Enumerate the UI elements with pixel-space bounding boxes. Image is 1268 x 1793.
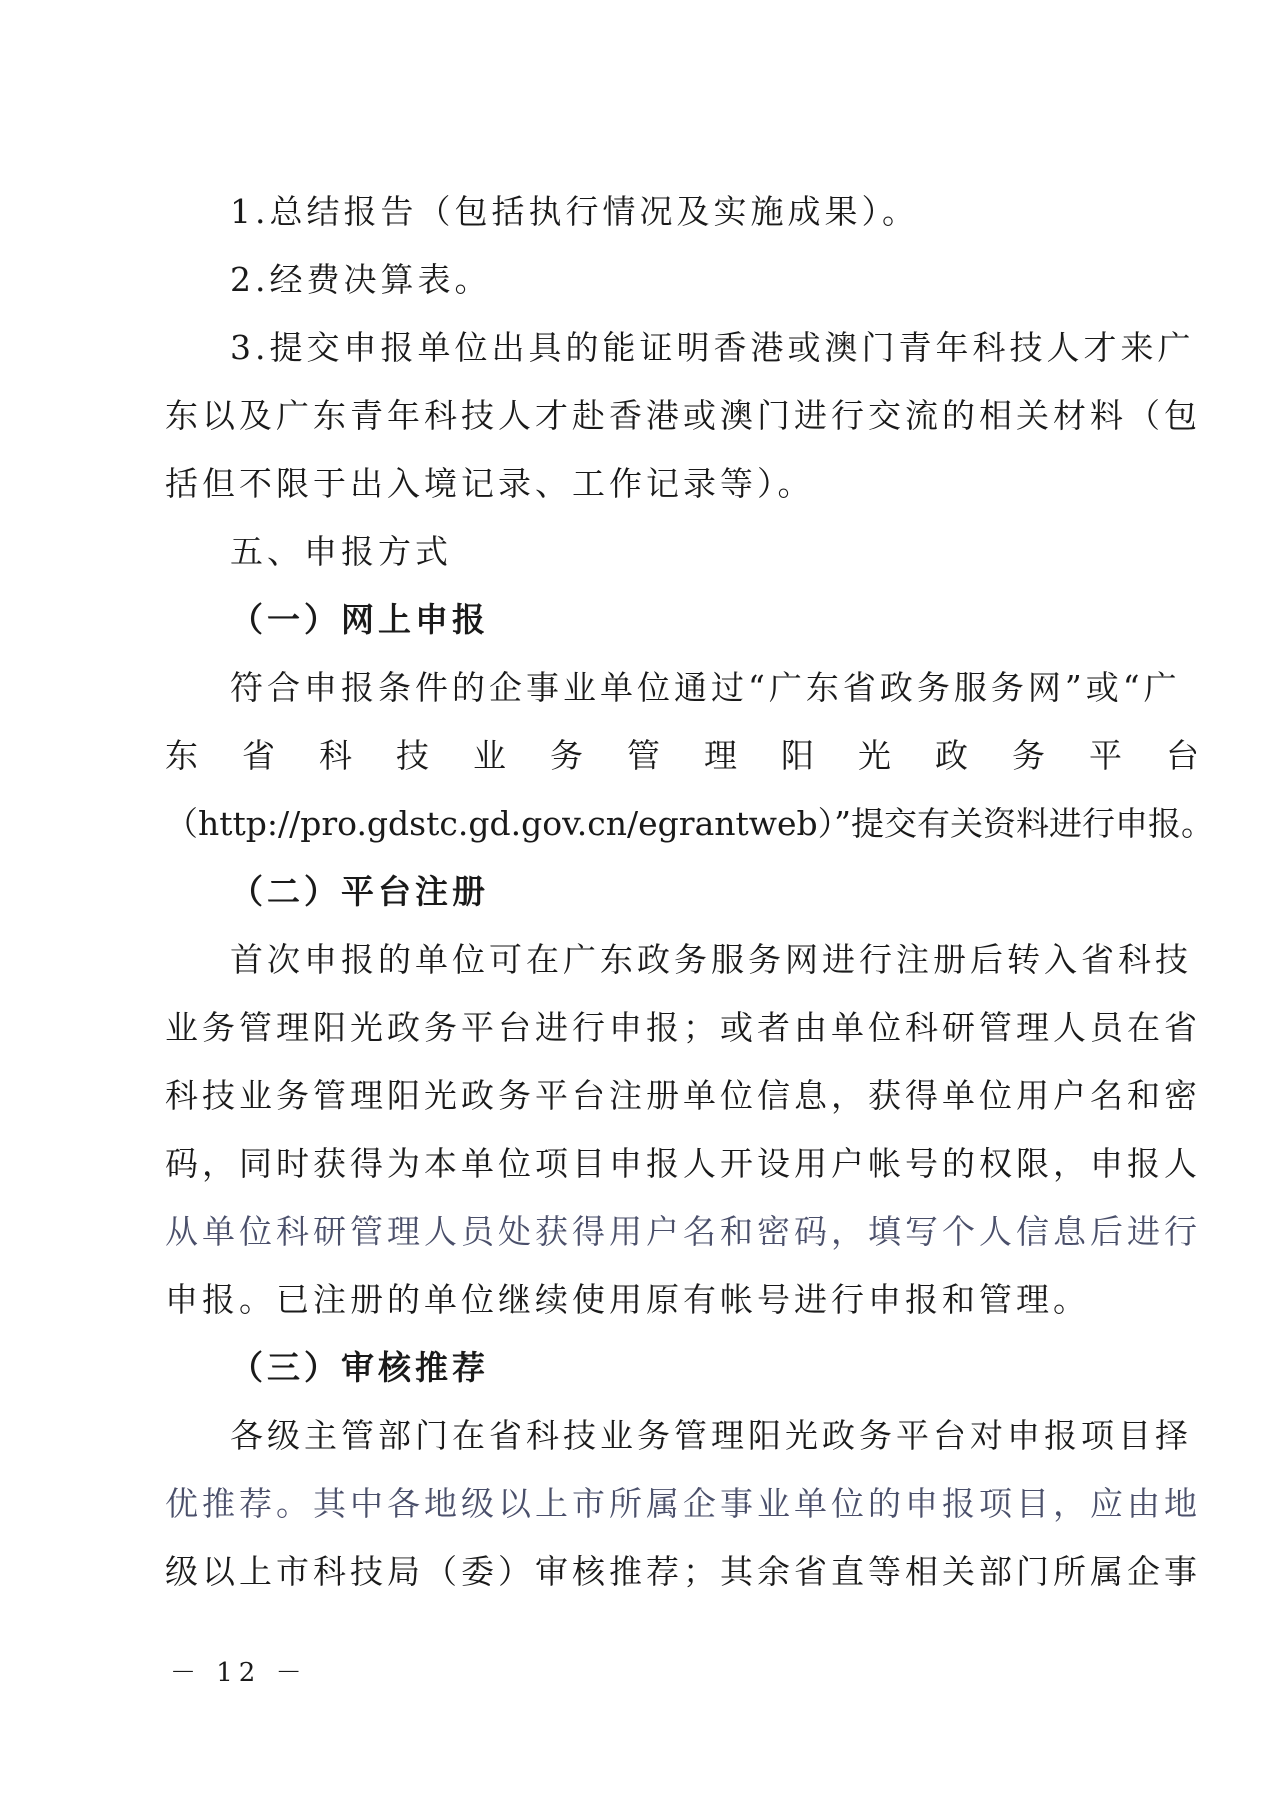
list-item-budget-table: 2.经费决算表。: [230, 260, 492, 299]
paragraph-line: 业务管理阳光政务平台进行申报；或者由单位科研管理人员在省: [165, 1008, 1201, 1047]
paragraph-line: 从单位科研管理人员处获得用户名和密码，填写个人信息后进行: [165, 1212, 1201, 1251]
list-item-summary-report: 1.总结报告（包括执行情况及实施成果）。: [230, 192, 919, 231]
paragraph-line: 级以上市科技局（委）审核推荐；其余省直等相关部门所属企事: [165, 1552, 1201, 1591]
subheading-platform-registration: （二）平台注册: [230, 872, 489, 911]
paragraph-line: 申报。已注册的单位继续使用原有帐号进行申报和管理。: [165, 1280, 1090, 1319]
paragraph-line: 各级主管部门在省科技业务管理阳光政务平台对申报项目择: [230, 1416, 1192, 1455]
subheading-online-application: （一）网上申报: [230, 600, 489, 639]
paragraph-line: 优推荐。其中各地级以上市所属企事业单位的申报项目，应由地: [165, 1484, 1201, 1523]
spaced-text: 东省科技业务管理阳光政务平台: [165, 736, 1243, 775]
page-number: － 12 －: [170, 1658, 308, 1688]
paragraph-line: 东以及广东青年科技人才赴香港或澳门进行交流的相关材料（包: [165, 396, 1201, 435]
paragraph-line-spaced: [165, 734, 1243, 778]
paragraph-line: 符合申报条件的企事业单位通过“广东省政务服务网”或“广: [230, 668, 1181, 707]
paragraph-line: 首次申报的单位可在广东政务服务网进行注册后转入省科技: [230, 940, 1192, 979]
section-heading-application-method: 五、申报方式: [230, 532, 452, 571]
paragraph-line: 3.提交申报单位出具的能证明香港或澳门青年科技人才来广: [230, 328, 1195, 367]
paragraph-line: 科技业务管理阳光政务平台注册单位信息，获得单位用户名和密: [165, 1076, 1201, 1115]
platform-url-line: （http://pro.gdstc.gd.gov.cn/egrantweb）”提交有关资料进行申报。: [165, 804, 1215, 843]
subheading-review-recommendation: （三）审核推荐: [230, 1348, 489, 1387]
paragraph-line: 括但不限于出入境记录、工作记录等）。: [165, 464, 815, 503]
paragraph-line: 码，同时获得为本单位项目申报人开设用户帐号的权限，申报人: [165, 1144, 1201, 1183]
